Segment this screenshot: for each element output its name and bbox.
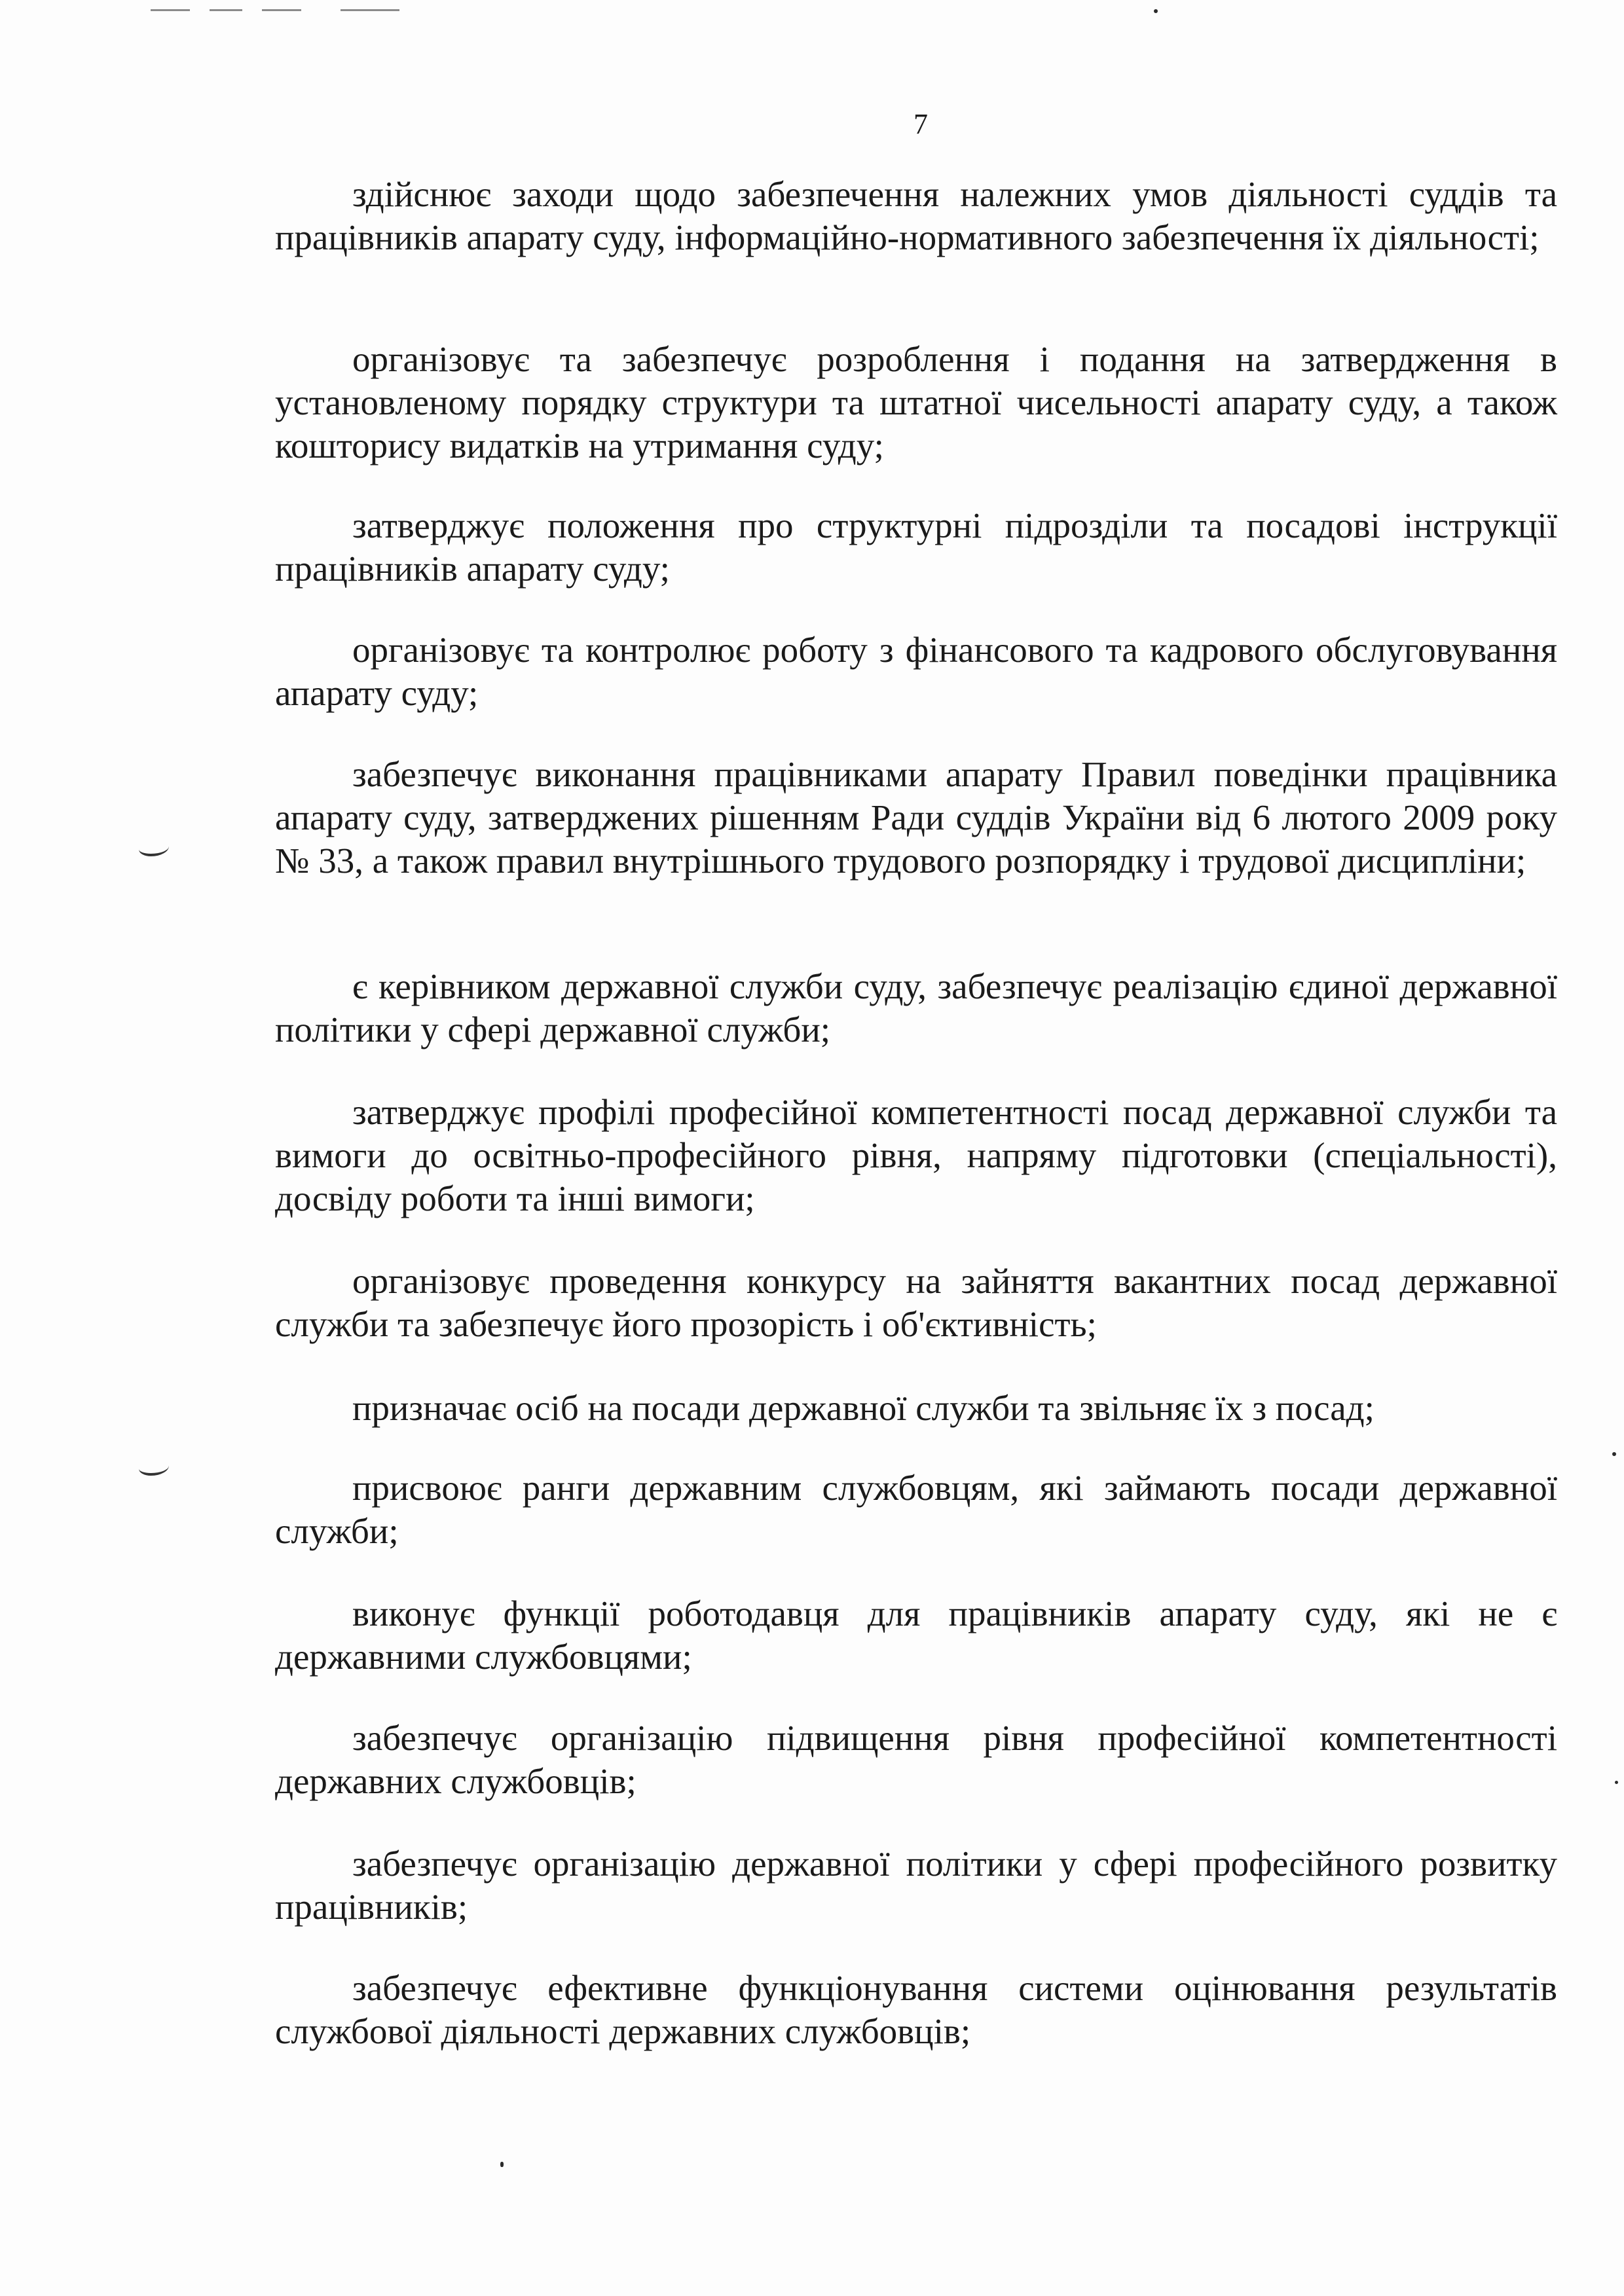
- scan-artifact-top-rule: [341, 9, 399, 11]
- paragraph: забезпечує ефективне функціонування системи оцінювання результатів службової діяльності державних службовців;: [275, 1968, 1557, 2051]
- paragraph: присвоює ранги державним службовцям, які займають посади державної служби;: [275, 1468, 1557, 1551]
- paragraph: організовує проведення конкурсу на зайняття вакантних посад державної служби та забезпечує його прозорість і об'єктивність;: [275, 1261, 1557, 1344]
- paragraph: є керівником державної служби суду, забезпечує реалізацію єдиної державної політики у сфері державної служби;: [275, 966, 1557, 1049]
- scan-artifact-dot: [500, 2162, 504, 2167]
- scan-artifact-mark: [139, 1459, 169, 1476]
- page-number: 7: [913, 108, 928, 140]
- paragraph: організовує та контролює роботу з фінансового та кадрового обслуговування апарату суду;: [275, 630, 1557, 713]
- scan-artifact-top-rule: [210, 9, 242, 11]
- paragraph: забезпечує організацію державної політики у сфері професійного розвитку працівників;: [275, 1844, 1557, 1927]
- scan-artifact-top-rule: [262, 9, 301, 11]
- paragraph: забезпечує організацію підвищення рівня професійної компетентності державних службовців;: [275, 1718, 1557, 1801]
- scan-artifact-dot: [1154, 9, 1158, 13]
- scan-artifact-mark: [139, 839, 169, 856]
- paragraph: затверджує положення про структурні підрозділи та посадові інструкції працівників апарату суду;: [275, 505, 1557, 589]
- paragraph: виконує функції роботодавця для працівників апарату суду, які не є державними службовцями;: [275, 1594, 1557, 1677]
- scan-artifact-top-rule: [151, 9, 190, 11]
- scan-artifact-dot: [1615, 1781, 1618, 1784]
- paragraph: організовує та забезпечує розроблення і подання на затвердження в установленому порядку структури та штатної чисельності апарату суду, а також кошторису видатків на утримання суду;: [275, 339, 1557, 465]
- paragraph: забезпечує виконання працівниками апарату Правил поведінки працівника апарату суду, затверджених рішенням Ради суддів України від 6 лютого 2009 року № 33, а також правил внутрішнього трудового розпорядку і трудової дисципліни;: [275, 754, 1557, 881]
- paragraph: здійснює заходи щодо забезпечення належних умов діяльності суддів та працівників апарату суду, інформаційно-нормативного забезпечення їх діяльності;: [275, 174, 1557, 257]
- paragraph: затверджує профілі професійної компетентності посад державної служби та вимоги до освітньо-професійного рівня, напряму підготовки (спеціальності), досвіду роботи та інші вимоги;: [275, 1092, 1557, 1218]
- scan-artifact-dot: [1612, 1452, 1616, 1456]
- paragraph: призначає осіб на посади державної служби та звільняє їх з посад;: [352, 1388, 1375, 1428]
